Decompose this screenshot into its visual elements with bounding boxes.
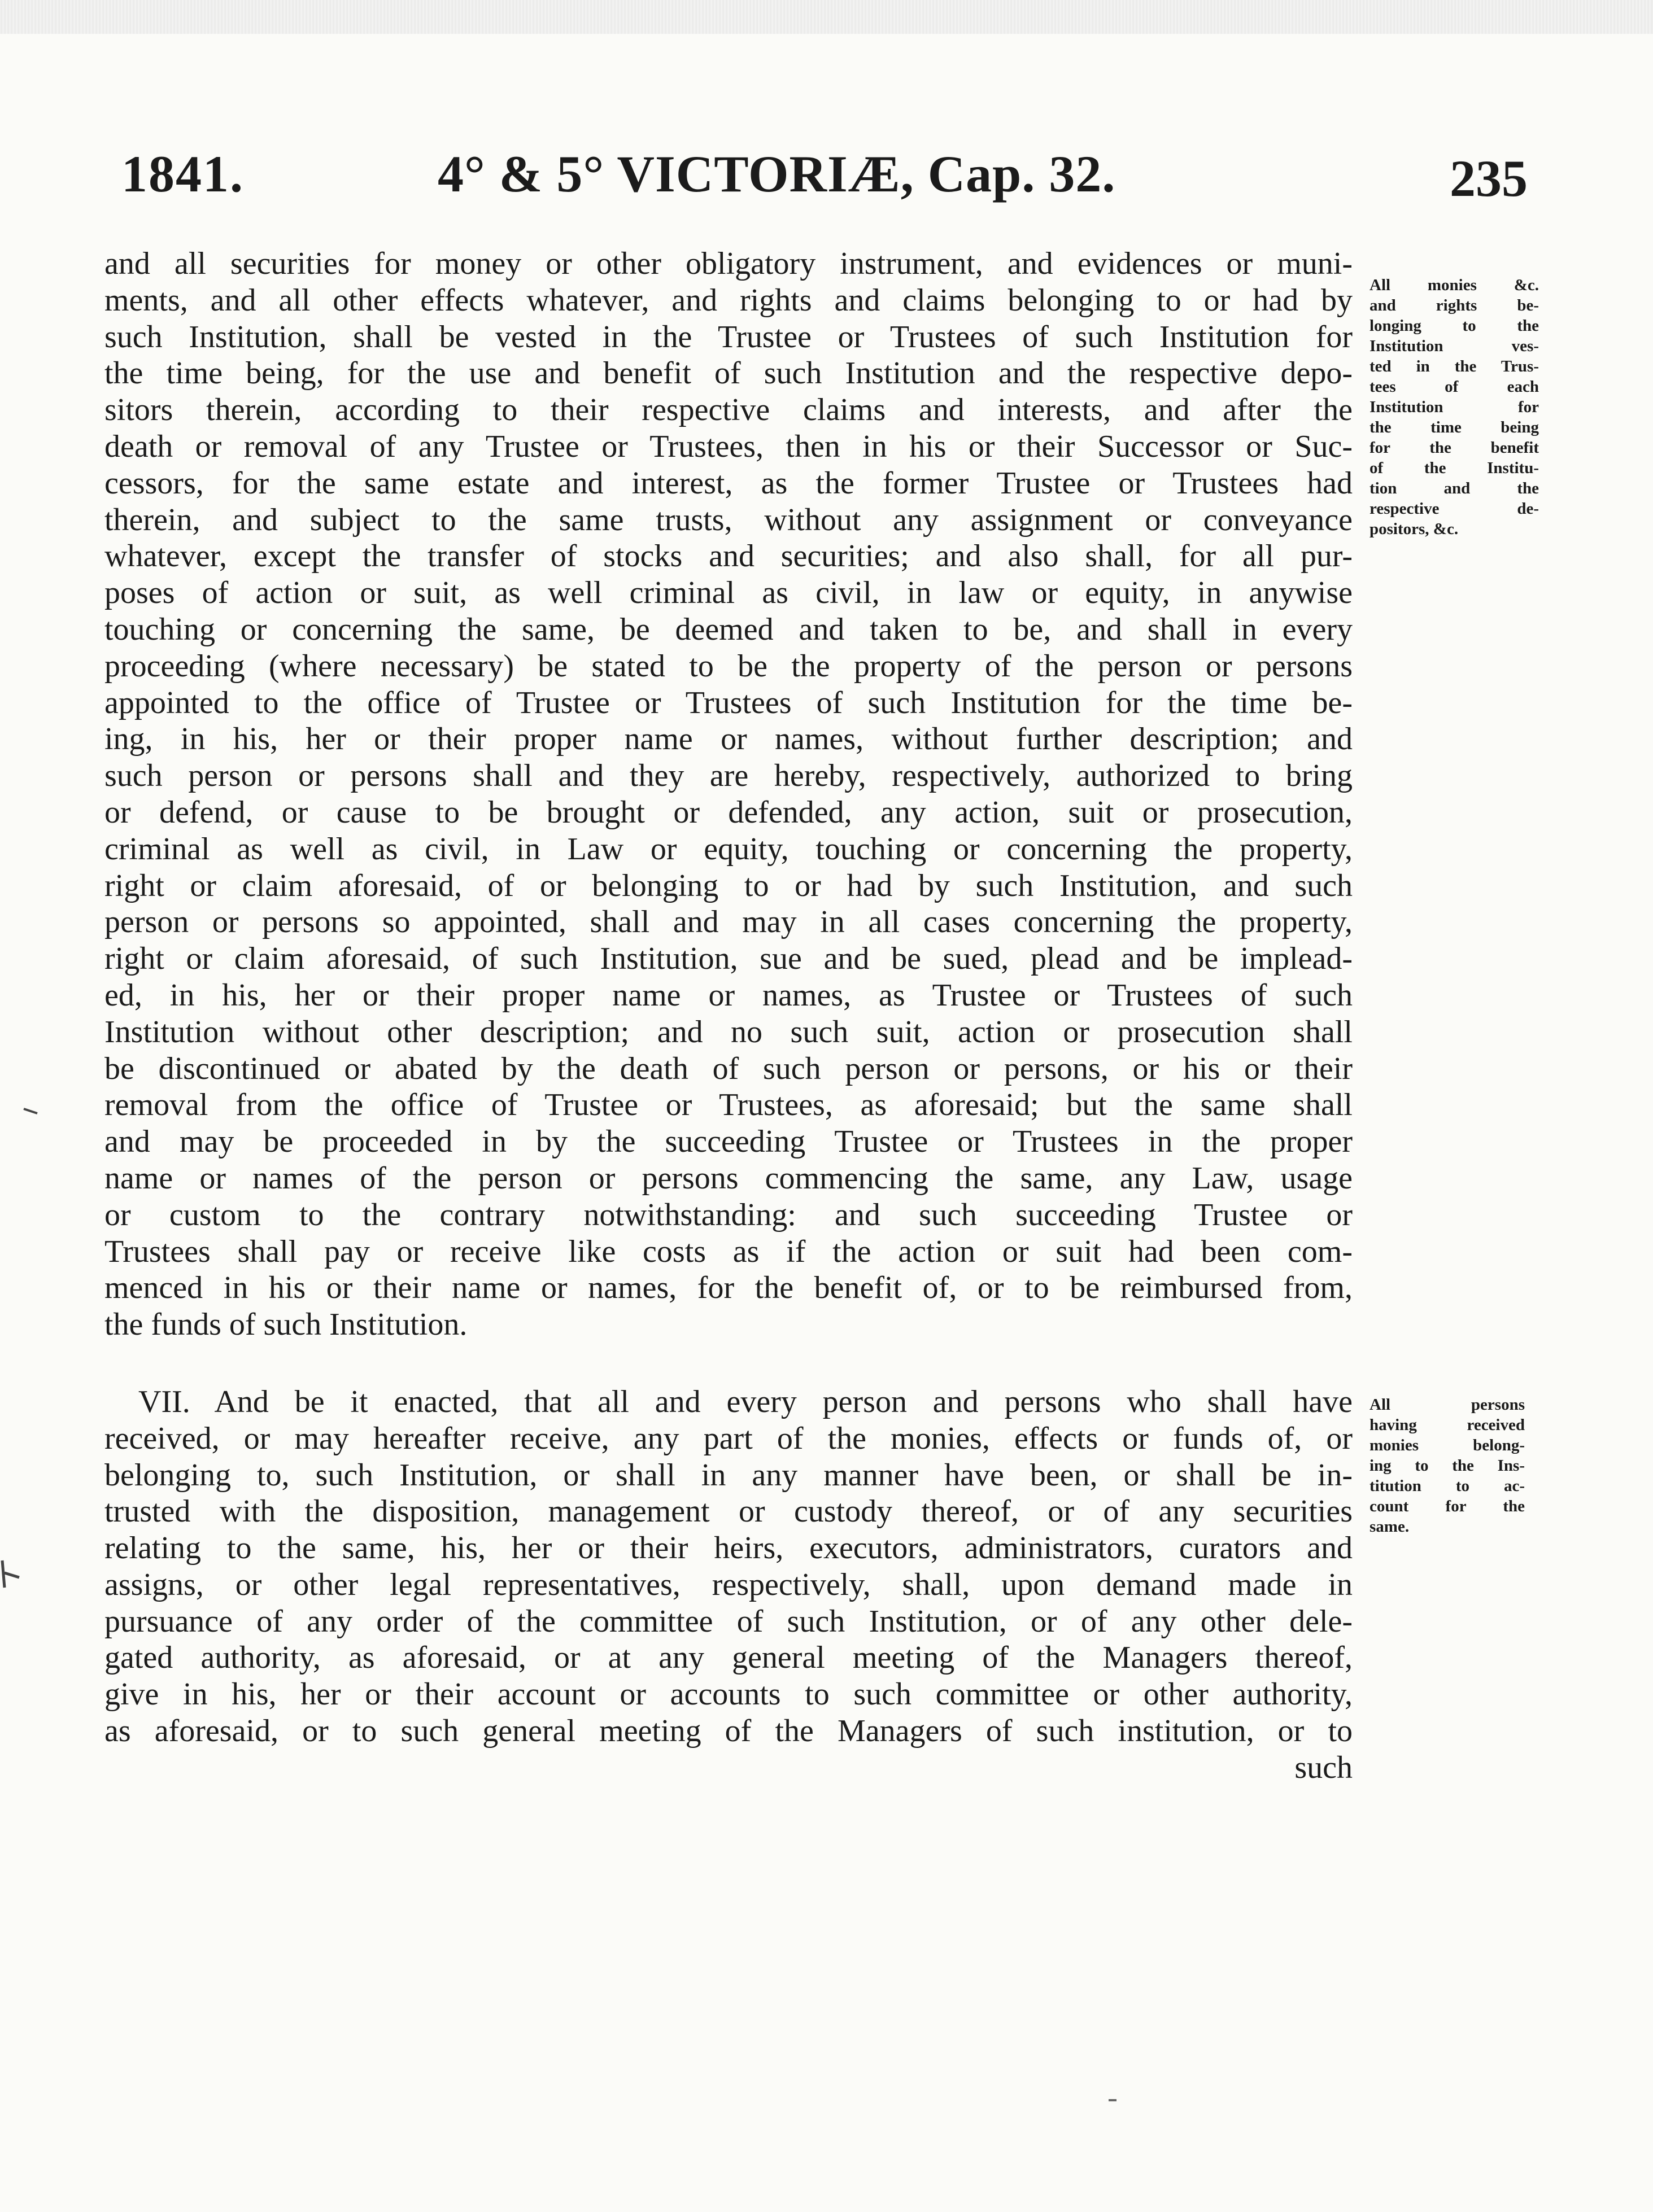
text-line: right or claim aforesaid, of or belonging to or had by such Institution, and such: [104, 868, 1353, 903]
text-line: appointed to the office of Trustee or Trustees of such Institution for the time be-: [104, 685, 1353, 720]
margin-note-line: and rights be-: [1369, 296, 1539, 314]
scan-speck-mark: [23, 1107, 40, 1118]
text-line: right or claim aforesaid, of such Institution, sue and be sued, plead and be implead-: [104, 941, 1353, 977]
text-line: be discontinued or abated by the death of such person or persons, or his or their: [104, 1051, 1353, 1086]
text-line: name or names of the person or persons commencing the same, any Law, usage: [104, 1160, 1353, 1196]
text-line: menced in his or their name or names, for the benefit of, or to be reimbursed from,: [104, 1270, 1353, 1306]
text-line: or custom to the contrary notwithstanding: and such succeeding Trustee or: [104, 1197, 1353, 1232]
text-line: such person or persons shall and they are hereby, respectively, authorized to bring: [104, 758, 1353, 794]
text-line: touching or concerning the same, be deemed and taken to be, and shall in every: [104, 611, 1353, 647]
margin-note-line: same.: [1369, 1518, 1410, 1536]
text-line: received, or may hereafter receive, any part of the monies, effects or funds of, or: [104, 1420, 1353, 1456]
margin-note-line: monies belong-: [1369, 1436, 1525, 1454]
margin-note-persons-account: [1369, 1394, 1525, 1537]
margin-note-line: titution to ac-: [1369, 1477, 1525, 1495]
text-line: ed, in his, her or their proper name or names, as Trustee or Trustees of such: [104, 977, 1353, 1013]
margin-note-line: count for the: [1369, 1497, 1525, 1515]
text-line: cessors, for the same estate and interest, as the former Trustee or Trustees had: [104, 465, 1353, 501]
margin-note-line: Institution for: [1369, 398, 1539, 416]
margin-note-line: respective de-: [1369, 500, 1539, 518]
text-line: person or persons so appointed, shall and may in all cases concerning the property,: [104, 904, 1353, 940]
header-year: 1841.: [121, 145, 244, 203]
text-line: as aforesaid, or to such general meeting of the Managers of such institution, or to: [104, 1713, 1353, 1749]
margin-note-monies-vested: [1369, 275, 1539, 539]
margin-note-line: of the Institu-: [1369, 459, 1539, 477]
text-line: whatever, except the transfer of stocks and securities; and also shall, for all pur-: [104, 539, 1353, 574]
catchword: such: [1294, 1750, 1353, 1785]
text-line: assigns, or other legal representatives, respectively, shall, upon demand made in: [104, 1567, 1353, 1602]
text-line: death or removal of any Trustee or Trustees, then in his or their Successor or Suc-: [104, 429, 1353, 464]
margin-note-line: All persons: [1369, 1396, 1525, 1414]
margin-note-line: tees of each: [1369, 378, 1539, 396]
text-line: sitors therein, according to their respective claims and interests, and after the: [104, 392, 1353, 428]
page-number: 235: [1450, 150, 1528, 207]
text-line: Trustees shall pay or receive like costs as if the action or suit had been com-: [104, 1234, 1353, 1269]
margin-note-line: the time being: [1369, 418, 1539, 436]
text-line: such Institution, shall be vested in the Trustee or Trustees of such Institution for: [104, 319, 1353, 355]
text-line: and may be proceeded in by the succeeding Trustee or Trustees in the proper: [104, 1124, 1353, 1160]
text-line: therein, and subject to the same trusts, without any assignment or conveyance: [104, 502, 1353, 537]
margin-note-line: tion and the: [1369, 479, 1539, 497]
scan-top-edge: [0, 0, 1653, 34]
margin-note-line: Institution ves-: [1369, 337, 1539, 355]
text-line: give in his, her or their account or accounts to such committee or other authority,: [104, 1677, 1353, 1712]
text-line: the funds of such Institution.: [104, 1307, 468, 1343]
text-line: VII. And be it enacted, that all and every person and persons who shall have: [138, 1384, 1353, 1419]
text-line: Institution without other description; and no such suit, action or prosecution shall: [104, 1014, 1353, 1050]
margin-note-line: All monies &c.: [1369, 276, 1539, 294]
running-header: [121, 144, 1528, 212]
scan-speck-mark: [0, 1558, 23, 1592]
text-line: ing, in his, her or their proper name or names, without further description; and: [104, 722, 1353, 757]
header-title: 4° & 5° VICTORIÆ, Cap. 32.: [438, 145, 1116, 203]
margin-note-line: ing to the Ins-: [1369, 1457, 1525, 1475]
margin-note-line: longing to the: [1369, 317, 1539, 335]
scan-speck-mark: [1107, 2095, 1118, 2106]
statute-body: [104, 246, 1353, 1786]
margin-note-line: ted in the Trus-: [1369, 357, 1539, 375]
text-line: or defend, or cause to be brought or defended, any action, suit or prosecution,: [104, 794, 1353, 830]
text-line: poses of action or suit, as well criminal as civil, in law or equity, in anywise: [104, 575, 1353, 611]
margin-note-line: for the benefit: [1369, 439, 1539, 457]
text-line: criminal as well as civil, in Law or equity, touching or concerning the property,: [104, 831, 1353, 867]
text-line: relating to the same, his, her or their heirs, executors, administrators, curators and: [104, 1531, 1353, 1566]
text-line: ments, and all other effects whatever, and rights and claims belonging to or had by: [104, 282, 1353, 318]
text-line: trusted with the disposition, management or custody thereof, or of any securities: [104, 1494, 1353, 1529]
text-line: and all securities for money or other obligatory instrument, and evidences or muni-: [104, 246, 1353, 281]
text-line: removal from the office of Trustee or Trustees, as aforesaid; but the same shall: [104, 1087, 1353, 1123]
text-line: pursuance of any order of the committee of such Institution, or of any other dele-: [104, 1603, 1353, 1639]
margin-note-line: having received: [1369, 1416, 1525, 1434]
margin-note-line: positors, &c.: [1369, 520, 1459, 538]
text-line: the time being, for the use and benefit of such Institution and the respective depo-: [104, 356, 1353, 391]
text-line: proceeding (where necessary) be stated to be the property of the person or persons: [104, 648, 1353, 684]
section-vii: [104, 1384, 1353, 1786]
paragraph-continued: [104, 246, 1353, 1343]
text-line: belonging to, such Institution, or shall in any manner have been, or shall be in-: [104, 1457, 1353, 1493]
text-line: gated authority, as aforesaid, or at any general meeting of the Managers thereof,: [104, 1640, 1353, 1676]
